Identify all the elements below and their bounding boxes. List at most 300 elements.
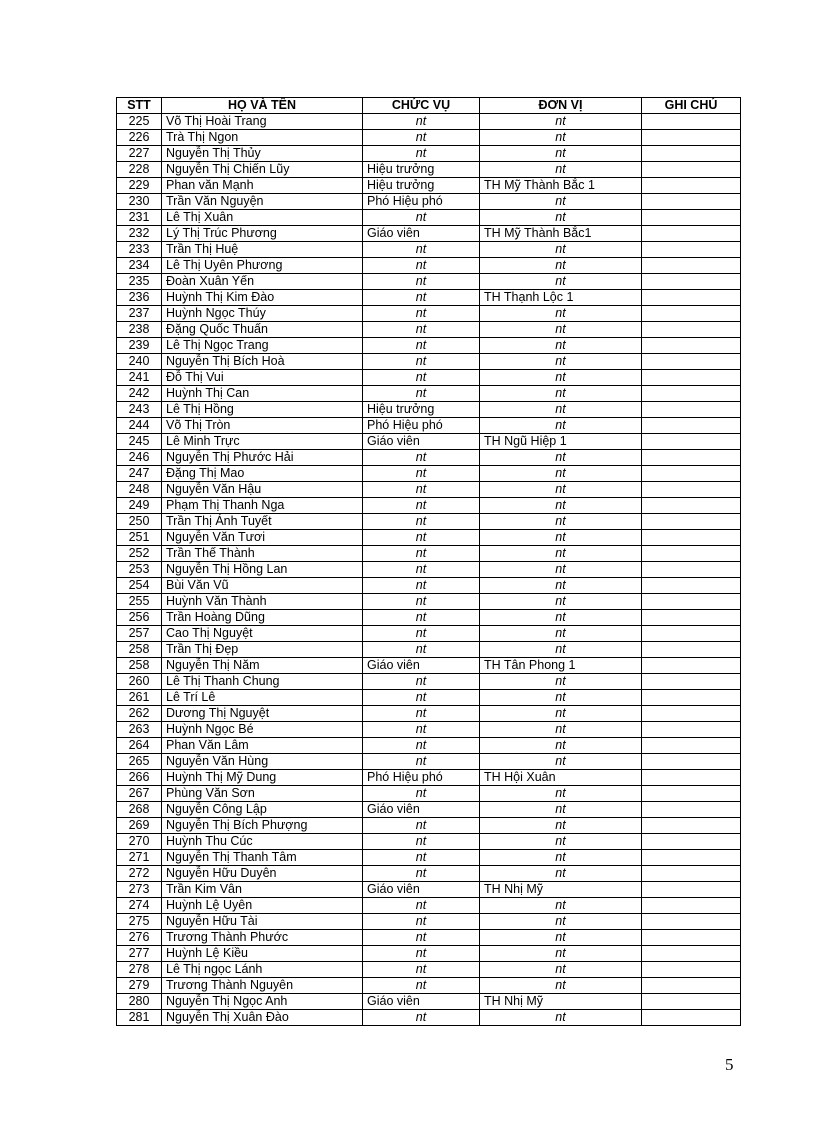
stt-cell: 246 [117,450,162,466]
stt-cell: 225 [117,114,162,130]
stt-cell: 264 [117,738,162,754]
header-position: CHỨC VỤ [363,98,480,114]
note-cell [642,946,741,962]
unit-cell: nt [480,258,642,274]
position-cell: nt [363,690,480,706]
table-row [117,290,741,306]
table-row [117,178,741,194]
name-cell: Huỳnh Thị Can [162,386,363,402]
header-name: HỌ VÀ TÊN [162,98,363,114]
note-cell [642,114,741,130]
position-cell: nt [363,290,480,306]
unit-cell: nt [480,530,642,546]
stt-cell: 273 [117,882,162,898]
name-cell: Nguyễn Thị Thủy [162,146,363,162]
note-cell [642,658,741,674]
position-cell: nt [363,370,480,386]
table-row [117,546,741,562]
position-cell: Giáo viên [363,882,480,898]
note-cell [642,578,741,594]
unit-cell: nt [480,402,642,418]
unit-cell: nt [480,930,642,946]
table-row [117,722,741,738]
table-row [117,738,741,754]
name-cell: Phạm Thị Thanh Nga [162,498,363,514]
note-cell [642,354,741,370]
note-cell [642,706,741,722]
stt-cell: 248 [117,482,162,498]
table-row [117,818,741,834]
stt-cell: 226 [117,130,162,146]
table-row [117,306,741,322]
unit-cell: TH Mỹ Thành Bắc1 [480,226,642,242]
unit-cell: nt [480,962,642,978]
unit-cell: nt [480,482,642,498]
unit-cell: nt [480,498,642,514]
note-cell [642,690,741,706]
position-cell: nt [363,450,480,466]
table-row [117,210,741,226]
unit-cell: nt [480,818,642,834]
position-cell: Phó Hiệu phó [363,418,480,434]
unit-cell: nt [480,690,642,706]
stt-cell: 257 [117,626,162,642]
note-cell [642,882,741,898]
unit-cell: nt [480,834,642,850]
unit-cell: nt [480,146,642,162]
unit-cell: nt [480,578,642,594]
stt-cell: 268 [117,802,162,818]
position-cell: nt [363,146,480,162]
name-cell: Nguyễn Văn Tươi [162,530,363,546]
stt-cell: 240 [117,354,162,370]
table-row [117,258,741,274]
name-cell: Huỳnh Thị Mỹ Dung [162,770,363,786]
note-cell [642,786,741,802]
name-cell: Trần Kim Vân [162,882,363,898]
note-cell [642,834,741,850]
unit-cell: nt [480,418,642,434]
stt-cell: 258 [117,658,162,674]
position-cell: nt [363,626,480,642]
table-row [117,706,741,722]
name-cell: Nguyễn Công Lập [162,802,363,818]
position-cell: Giáo viên [363,658,480,674]
position-cell: nt [363,674,480,690]
name-cell: Lê Thị Xuân [162,210,363,226]
position-cell: nt [363,338,480,354]
position-cell: nt [363,562,480,578]
position-cell: nt [363,130,480,146]
stt-cell: 241 [117,370,162,386]
unit-cell: nt [480,914,642,930]
position-cell: nt [363,866,480,882]
stt-cell: 233 [117,242,162,258]
position-cell: nt [363,514,480,530]
name-cell: Lê Thị ngọc Lánh [162,962,363,978]
stt-cell: 262 [117,706,162,722]
stt-cell: 251 [117,530,162,546]
position-cell: nt [363,306,480,322]
position-cell: nt [363,786,480,802]
stt-cell: 227 [117,146,162,162]
note-cell [642,898,741,914]
table-row [117,642,741,658]
note-cell [642,978,741,994]
stt-cell: 231 [117,210,162,226]
stt-cell: 271 [117,850,162,866]
table-row [117,130,741,146]
name-cell: Nguyễn Thị Năm [162,658,363,674]
unit-cell: nt [480,562,642,578]
position-cell: nt [363,706,480,722]
position-cell: nt [363,1010,480,1026]
note-cell [642,930,741,946]
name-cell: Nguyễn Hữu Tài [162,914,363,930]
stt-cell: 236 [117,290,162,306]
unit-cell: nt [480,898,642,914]
table-row [117,530,741,546]
position-cell: nt [363,354,480,370]
unit-cell: nt [480,210,642,226]
note-cell [642,642,741,658]
table-row [117,162,741,178]
unit-cell: nt [480,610,642,626]
table-row [117,274,741,290]
stt-cell: 245 [117,434,162,450]
stt-cell: 232 [117,226,162,242]
note-cell [642,178,741,194]
position-cell: nt [363,114,480,130]
name-cell: Huỳnh Ngọc Thúy [162,306,363,322]
name-cell: Huỳnh Lệ Kiều [162,946,363,962]
table-row [117,386,741,402]
note-cell [642,450,741,466]
unit-cell: TH Ngũ Hiệp 1 [480,434,642,450]
table-row [117,354,741,370]
table-row [117,146,741,162]
unit-cell: nt [480,274,642,290]
stt-cell: 253 [117,562,162,578]
name-cell: Nguyễn Thị Xuân Đào [162,1010,363,1026]
name-cell: Trần Thị Huệ [162,242,363,258]
position-cell: nt [363,210,480,226]
note-cell [642,322,741,338]
name-cell: Đặng Quốc Thuấn [162,322,363,338]
stt-cell: 277 [117,946,162,962]
name-cell: Võ Thị Tròn [162,418,363,434]
note-cell [642,242,741,258]
stt-cell: 260 [117,674,162,690]
stt-cell: 272 [117,866,162,882]
table-row [117,418,741,434]
note-cell [642,850,741,866]
name-cell: Nguyễn Văn Hậu [162,482,363,498]
table-row [117,242,741,258]
name-cell: Lê Thị Hồng [162,402,363,418]
unit-cell: TH Tân Phong 1 [480,658,642,674]
name-cell: Nguyễn Thị Bích Hoà [162,354,363,370]
note-cell [642,498,741,514]
position-cell: nt [363,962,480,978]
note-cell [642,386,741,402]
note-cell [642,594,741,610]
note-cell [642,210,741,226]
note-cell [642,466,741,482]
stt-cell: 265 [117,754,162,770]
table-row [117,578,741,594]
unit-cell: nt [480,946,642,962]
name-cell: Đặng Thị Mao [162,466,363,482]
unit-cell: nt [480,674,642,690]
note-cell [642,226,741,242]
position-cell: nt [363,546,480,562]
note-cell [642,530,741,546]
note-cell [642,162,741,178]
note-cell [642,770,741,786]
name-cell: Trần Thị Đẹp [162,642,363,658]
stt-cell: 230 [117,194,162,210]
note-cell [642,626,741,642]
note-cell [642,418,741,434]
stt-cell: 281 [117,1010,162,1026]
table-row [117,770,741,786]
table-row [117,338,741,354]
table-row [117,402,741,418]
table-row [117,962,741,978]
stt-cell: 280 [117,994,162,1010]
name-cell: Lê Thị Thanh Chung [162,674,363,690]
stt-cell: 242 [117,386,162,402]
note-cell [642,146,741,162]
position-cell: nt [363,610,480,626]
position-cell: Hiệu trưởng [363,178,480,194]
name-cell: Trần Thị Ánh Tuyết [162,514,363,530]
unit-cell: nt [480,626,642,642]
table-row [117,450,741,466]
page-number: 5 [725,1055,734,1074]
unit-cell: nt [480,242,642,258]
unit-cell: nt [480,722,642,738]
table-row [117,322,741,338]
unit-cell: nt [480,642,642,658]
note-cell [642,802,741,818]
table-row [117,226,741,242]
position-cell: nt [363,594,480,610]
name-cell: Nguyễn Hữu Duyên [162,866,363,882]
unit-cell: nt [480,514,642,530]
name-cell: Đoàn Xuân Yến [162,274,363,290]
unit-cell: nt [480,162,642,178]
position-cell: nt [363,642,480,658]
unit-cell: nt [480,130,642,146]
name-cell: Lý Thị Trúc Phương [162,226,363,242]
stt-cell: 269 [117,818,162,834]
stt-cell: 255 [117,594,162,610]
name-cell: Phan văn Mạnh [162,178,363,194]
name-cell: Dương Thị Nguyệt [162,706,363,722]
note-cell [642,306,741,322]
note-cell [642,674,741,690]
header-stt: STT [117,98,162,114]
position-cell: Giáo viên [363,802,480,818]
unit-cell: TH Nhị Mỹ [480,994,642,1010]
unit-cell: nt [480,370,642,386]
position-cell: Giáo viên [363,226,480,242]
table-row [117,466,741,482]
note-cell [642,994,741,1010]
table-row [117,562,741,578]
table-row [117,946,741,962]
note-cell [642,562,741,578]
name-cell: Lê Trí Lê [162,690,363,706]
header-note: GHI CHÚ [642,98,741,114]
table-row [117,114,741,130]
position-cell: nt [363,914,480,930]
unit-cell: nt [480,850,642,866]
position-cell: nt [363,930,480,946]
stt-cell: 275 [117,914,162,930]
stt-cell: 249 [117,498,162,514]
table-row [117,690,741,706]
name-cell: Nguyễn Văn Hùng [162,754,363,770]
note-cell [642,370,741,386]
name-cell: Nguyễn Thị Hồng Lan [162,562,363,578]
name-cell: Nguyễn Thị Bích Phượng [162,818,363,834]
position-cell: nt [363,818,480,834]
unit-cell: nt [480,546,642,562]
unit-cell: TH Hội Xuân [480,770,642,786]
name-cell: Trần Văn Nguyện [162,194,363,210]
name-cell: Trương Thành Phước [162,930,363,946]
stt-cell: 244 [117,418,162,434]
note-cell [642,962,741,978]
stt-cell: 278 [117,962,162,978]
position-cell: nt [363,834,480,850]
note-cell [642,338,741,354]
table-row [117,994,741,1010]
position-cell: nt [363,738,480,754]
name-cell: Huỳnh Thị Kim Đào [162,290,363,306]
position-cell: nt [363,722,480,738]
table-row [117,834,741,850]
position-cell: nt [363,530,480,546]
note-cell [642,258,741,274]
note-cell [642,194,741,210]
name-cell: Lê Minh Trực [162,434,363,450]
note-cell [642,274,741,290]
header-unit: ĐƠN VỊ [480,98,642,114]
unit-cell: TH Nhị Mỹ [480,882,642,898]
unit-cell: nt [480,450,642,466]
name-cell: Lê Thị Uyên Phương [162,258,363,274]
note-cell [642,546,741,562]
unit-cell: nt [480,594,642,610]
position-cell: nt [363,898,480,914]
note-cell [642,754,741,770]
position-cell: nt [363,322,480,338]
unit-cell: nt [480,802,642,818]
table-row [117,610,741,626]
stt-cell: 252 [117,546,162,562]
position-cell: nt [363,466,480,482]
table-header-row [117,98,741,114]
stt-cell: 261 [117,690,162,706]
note-cell [642,738,741,754]
position-cell: nt [363,946,480,962]
table-row [117,866,741,882]
stt-cell: 254 [117,578,162,594]
stt-cell: 263 [117,722,162,738]
name-cell: Huỳnh Lệ Uyên [162,898,363,914]
stt-cell: 276 [117,930,162,946]
table-row [117,434,741,450]
unit-cell: nt [480,386,642,402]
unit-cell: nt [480,466,642,482]
position-cell: nt [363,498,480,514]
note-cell [642,1010,741,1026]
position-cell: Giáo viên [363,434,480,450]
table-row [117,370,741,386]
position-cell: nt [363,242,480,258]
position-cell: Phó Hiệu phó [363,770,480,786]
name-cell: Nguyễn Thị Chiến Lũy [162,162,363,178]
note-cell [642,722,741,738]
name-cell: Huỳnh Thu Cúc [162,834,363,850]
name-cell: Nguyễn Thị Thanh Tâm [162,850,363,866]
name-cell: Trà Thị Ngon [162,130,363,146]
stt-cell: 270 [117,834,162,850]
name-cell: Huỳnh Văn Thành [162,594,363,610]
stt-cell: 247 [117,466,162,482]
unit-cell: nt [480,738,642,754]
stt-cell: 279 [117,978,162,994]
position-cell: nt [363,274,480,290]
stt-cell: 228 [117,162,162,178]
position-cell: Hiệu trưởng [363,402,480,418]
table-row [117,674,741,690]
stt-cell: 234 [117,258,162,274]
table-row [117,1010,741,1026]
name-cell: Bùi Văn Vũ [162,578,363,594]
table-row [117,626,741,642]
position-cell: nt [363,850,480,866]
note-cell [642,914,741,930]
unit-cell: nt [480,306,642,322]
note-cell [642,290,741,306]
table-row [117,594,741,610]
stt-cell: 243 [117,402,162,418]
stt-cell: 256 [117,610,162,626]
name-cell: Đỗ Thị Vui [162,370,363,386]
note-cell [642,866,741,882]
stt-cell: 258 [117,642,162,658]
table-row [117,930,741,946]
table-row [117,498,741,514]
stt-cell: 267 [117,786,162,802]
stt-cell: 239 [117,338,162,354]
unit-cell: nt [480,338,642,354]
unit-cell: nt [480,194,642,210]
table-row [117,754,741,770]
unit-cell: nt [480,866,642,882]
table-row [117,514,741,530]
unit-cell: nt [480,754,642,770]
unit-cell: nt [480,1010,642,1026]
note-cell [642,610,741,626]
table-row [117,194,741,210]
position-cell: Phó Hiệu phó [363,194,480,210]
